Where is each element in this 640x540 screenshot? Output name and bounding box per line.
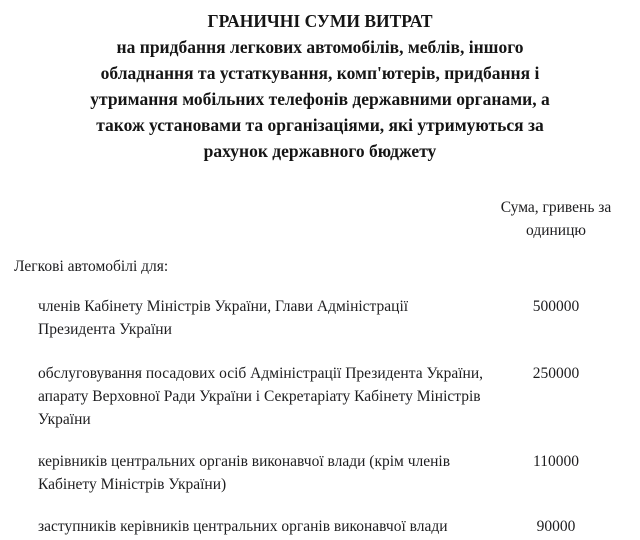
document-title-block — [0, 0, 640, 164]
row-label: керівників центральних органів виконавчої влади (крім членів Кабінету Міністрів України) — [38, 453, 451, 493]
subtitle-line-4: також установами та організаціями, які утримуються за — [96, 115, 544, 135]
table-row — [0, 362, 640, 431]
row-label: членів Кабінету Міністрів України, Глави Адміністрації Президента України — [38, 298, 409, 338]
row-amount: 110000 — [533, 453, 579, 470]
row-amount: 90000 — [536, 518, 576, 535]
subtitle-line-5: рахунок державного бюджету — [203, 141, 437, 161]
table-row — [0, 295, 640, 341]
subtitle-line-1: на придбання легкових автомобілів, меблів, іншого — [116, 37, 524, 57]
amount-column-header: Сума, гривень за одиницю — [500, 199, 612, 239]
page-title: ГРАНИЧНІ СУМИ ВИТРАТ — [207, 11, 433, 31]
row-label: обслуговування посадових осіб Адміністрації Президента України, апарату Верховної Ради України і Секретаріату Кабінету Міністрів України — [38, 365, 483, 428]
table-row — [0, 450, 640, 496]
row-amount: 500000 — [532, 298, 580, 315]
section-label: Легкові автомобілі для: — [14, 258, 169, 275]
expense-table — [0, 295, 640, 538]
row-label: заступників керівників центральних органів виконавчої влади — [38, 518, 448, 535]
row-amount: 250000 — [532, 365, 580, 382]
table-row — [0, 515, 640, 538]
subtitle-line-2: обладнання та устаткування, комп'ютерів, придбання і — [100, 63, 540, 83]
subtitle-line-3: утримання мобільних телефонів державними органами, а — [90, 89, 550, 109]
